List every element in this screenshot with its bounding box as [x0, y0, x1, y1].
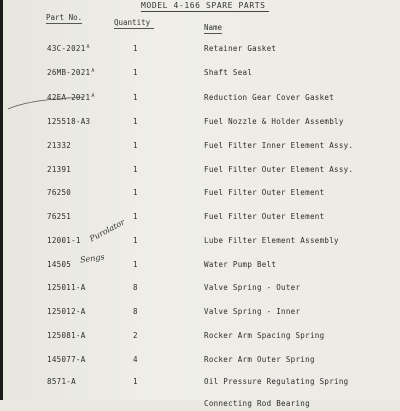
part-number: 42EA-2021: [47, 93, 91, 102]
quantity: 4: [133, 355, 138, 364]
part-number: 12001-1: [47, 236, 81, 245]
quantity: 1: [133, 260, 138, 269]
quantity: 1: [133, 44, 138, 53]
quantity: 8: [133, 283, 138, 292]
quantity: 1: [133, 212, 138, 221]
quantity: 8: [133, 307, 138, 316]
table-row: [0, 236, 400, 248]
part-name: Reduction Gear Cover Gasket: [204, 93, 335, 102]
part-name: Oil Pressure Regulating Spring: [204, 377, 349, 386]
table-row: [0, 260, 400, 272]
quantity: 1: [133, 165, 138, 174]
table-row: [0, 212, 400, 224]
part-name: Rocker Arm Outer Spring: [204, 355, 315, 364]
part-number-cell: [47, 44, 90, 53]
part-name: Connecting Rod Bearing: [204, 399, 310, 408]
header-part-no-rule: [46, 23, 82, 24]
part-name: Retainer Gasket: [204, 44, 277, 53]
part-number: 125081-A: [47, 331, 86, 340]
table-row: [0, 283, 400, 295]
header-name-rule: [204, 33, 222, 34]
pencil-stroke: [6, 95, 86, 115]
table-row: [0, 165, 400, 177]
handwritten-note-purolator: Purolator: [88, 217, 127, 244]
part-name: Shaft Seal: [204, 68, 253, 77]
document-title: MODEL 4-166 SPARE PARTS: [141, 1, 266, 10]
part-number: 125011-A: [47, 283, 86, 292]
quantity: 1: [133, 188, 138, 197]
quantity: 1: [133, 377, 138, 386]
part-name: Fuel Filter Outer Element: [204, 212, 325, 221]
table-row: [0, 44, 400, 56]
part-number: 14505: [47, 260, 72, 269]
quantity: 1: [133, 141, 138, 150]
part-number: 21391: [47, 165, 72, 174]
header-quantity: Quantity: [114, 18, 151, 27]
header-name: Name: [204, 23, 223, 32]
part-number: 125012-A: [47, 307, 86, 316]
part-number-cell: [47, 68, 95, 77]
table-row: [0, 141, 400, 153]
part-number: 8571-A: [47, 377, 76, 386]
part-number: 76250: [47, 188, 72, 197]
table-row: [0, 188, 400, 200]
part-name: Valve Spring - Outer: [204, 283, 301, 292]
table-row: [0, 331, 400, 343]
quantity: 1: [133, 117, 138, 126]
part-handwritten-mark: A: [86, 44, 90, 50]
quantity: 1: [133, 68, 138, 77]
part-name: Fuel Nozzle & Holder Assembly: [204, 117, 344, 126]
part-number: 145077-A: [47, 355, 86, 364]
quantity: 1: [133, 236, 138, 245]
part-name: Rocker Arm Spacing Spring: [204, 331, 325, 340]
part-number: 26MB-2021: [47, 68, 91, 77]
handwritten-note-sengs: Sengs: [79, 252, 106, 265]
part-name: Fuel Filter Outer Element: [204, 188, 325, 197]
part-name: Fuel Filter Outer Element Assy.: [204, 165, 354, 174]
part-handwritten-mark: A: [91, 68, 95, 74]
part-number: 76251: [47, 212, 72, 221]
part-number: 43C-2021: [47, 44, 86, 53]
table-row: [0, 355, 400, 367]
part-name: Water Pump Belt: [204, 260, 277, 269]
table-row: [0, 377, 400, 389]
header-part-no: Part No.: [46, 13, 83, 22]
table-row: [0, 117, 400, 129]
part-number: 125518-A3: [47, 117, 91, 126]
header-quantity-rule: [114, 28, 154, 29]
part-name: Valve Spring - Inner: [204, 307, 301, 316]
title-underline: [141, 11, 269, 12]
part-name: Fuel Filter Inner Element Assy.: [204, 141, 354, 150]
table-row: [0, 307, 400, 319]
table-row: [0, 68, 400, 80]
part-number: 21332: [47, 141, 72, 150]
part-handwritten-mark: A: [91, 93, 95, 99]
part-name: Lube Filter Element Assembly: [204, 236, 339, 245]
quantity: 1: [133, 93, 138, 102]
table-row: [0, 399, 400, 411]
quantity: 2: [133, 331, 138, 340]
